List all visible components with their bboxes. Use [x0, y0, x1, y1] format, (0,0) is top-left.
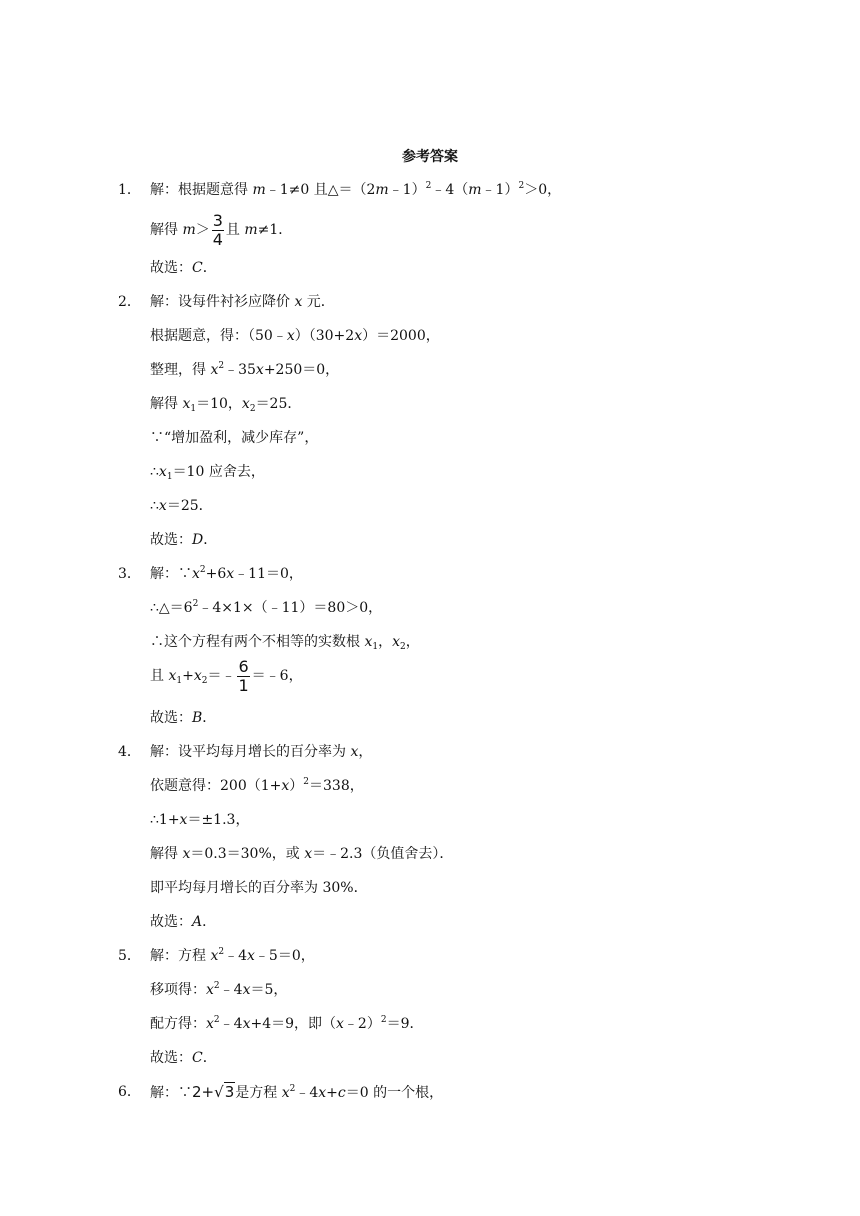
answer-5-number: 5．: [118, 948, 141, 964]
answer-4-line-1: 解：设平均每月增长的百分率为 x，: [150, 744, 373, 760]
answer-4-line-3: ∴1+x＝±1.3，: [150, 812, 250, 828]
answer-1-line-3: 故选：C．: [150, 260, 217, 276]
answer-3-number: 3．: [118, 566, 141, 582]
answer-3-line-3: ∴这个方程有两个不相等的实数根 $x_1$，$x_2$，: [150, 634, 420, 652]
answer-1-line-2: 解得 m＞ $\frac{3}{4}$ 且 m≠1．: [150, 210, 293, 249]
answer-3-line-5: 故选：B．: [150, 710, 217, 726]
answer-2-line-3: 整理，得 $x^2﹣35x+250=0$，: [150, 361, 340, 378]
answer-6-number: 6．: [118, 1084, 141, 1100]
answer-3-line-1: 解：$\because x^2+6x﹣11=0$，: [150, 565, 303, 582]
answer-2-line-6: $\therefore x_1=10$ 应舍去，: [150, 464, 265, 482]
answer-4-line-6: 故选：A．: [150, 914, 217, 930]
answer-5-line-1: 解：方程 $x^2﹣4x﹣5=0$，: [150, 947, 315, 964]
answer-4-line-4: 解得 x＝0.3＝30%，或 x＝﹣2.3（负值舍去）．: [150, 846, 454, 862]
answer-4-number: 4．: [118, 744, 141, 760]
answer-2-line-7: ∴x＝25．: [150, 498, 213, 514]
radical-expression: 2+√3: [192, 1083, 235, 1101]
answer-6-line-1: 解：∵2+√3是方程 $x^2﹣4x+c=0$ 的一个根，: [150, 1083, 444, 1101]
answer-3-line-4: 且 $x_1+x_2=﹣$ $\frac{6}{1}$ ＝﹣6，: [150, 656, 303, 695]
answer-2-number: 2．: [118, 294, 141, 310]
answer-5-line-4: 故选：C．: [150, 1050, 217, 1066]
answer-2-line-8: 故选：D．: [150, 532, 218, 548]
answer-4-line-5: 即平均每月增长的百分率为 30%．: [150, 880, 368, 896]
page-title: 参考答案: [402, 149, 458, 165]
answer-4-line-2: 依题意得：$200(1+x)^2=338$，: [150, 777, 364, 794]
answer-2-line-1: 解：设每件衬衫应降价 x 元．: [150, 294, 335, 310]
answer-1-line-1: 解：根据题意得 m﹣1≠0 且△＝（2m﹣1）$^2$﹣4（m﹣1）$^2$＞0，: [150, 181, 562, 198]
answer-2-line-2: 根据题意，得：（50﹣x）（30+2x）＝2000，: [150, 328, 440, 344]
answer-2-line-4: 解得 $x_1=10$，$x_2=25$．: [150, 396, 302, 414]
answer-5-line-2: 移项得：$x^2﹣4x=5$，: [150, 981, 288, 998]
answer-3-line-2: $\therefore\triangle=6^2﹣4\times 1\times(﹣11)=80>0$，: [150, 599, 383, 616]
answer-1-number: 1．: [118, 182, 141, 198]
fraction: $\frac{6}{1}$: [238, 656, 249, 695]
answer-5-line-3: 配方得：$x^2﹣4x+4=9$，即（x﹣2）$^2$＝9．: [150, 1015, 424, 1032]
fraction: $\frac{3}{4}$: [212, 210, 223, 249]
answer-2-line-5: ∵“增加盈利，减少库存”，: [150, 430, 319, 446]
